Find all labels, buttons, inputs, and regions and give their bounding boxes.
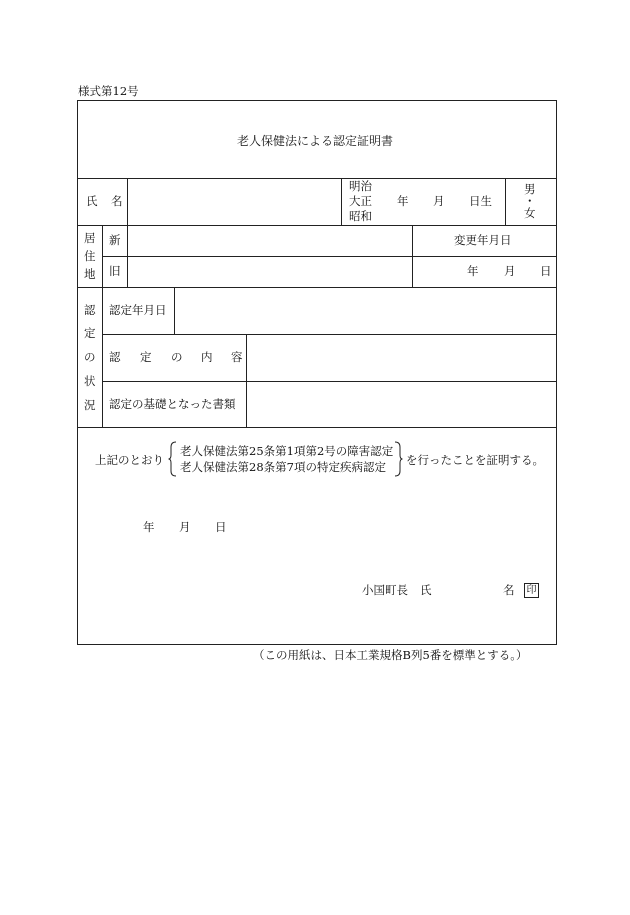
cert-content-5: 容 <box>231 350 243 364</box>
statement-suffix: を行ったことを証明する。 <box>406 453 544 467</box>
change-day-label: 日 <box>540 264 552 278</box>
footnote: （この用紙は、日本工業規格B列5番を標準とする。） <box>253 648 528 662</box>
name-label-1: 氏 <box>86 194 98 208</box>
col-divider <box>505 178 506 225</box>
row-divider <box>77 427 556 428</box>
row-divider <box>77 178 556 179</box>
form-frame <box>77 100 557 645</box>
cert-label-4: 状 <box>84 374 96 388</box>
residence-label-2: 住 <box>84 249 96 263</box>
cert-content-2: 定 <box>140 350 152 364</box>
name-label-2: 名 <box>111 194 123 208</box>
mayor-label: 小国町長 <box>362 583 408 597</box>
sex-female: 女 <box>524 206 536 220</box>
col-divider <box>127 178 128 225</box>
change-month-label: 月 <box>504 264 516 278</box>
cert-content-4: 内 <box>201 350 213 364</box>
cert-label-2: 定 <box>84 326 96 340</box>
era-meiji: 明治 <box>349 179 372 193</box>
col-divider <box>127 225 128 287</box>
left-brace-icon <box>168 441 178 477</box>
seal-icon: 印 <box>524 583 539 598</box>
col-divider <box>102 225 103 427</box>
era-taisho: 大正 <box>349 194 372 208</box>
cert-content-1: 認 <box>109 350 121 364</box>
statement-prefix: 上記のとおり <box>95 453 164 467</box>
cert-content-3: の <box>171 350 183 364</box>
row-divider <box>102 381 556 382</box>
birth-year-label: 年 <box>397 194 409 208</box>
residence-label-3: 地 <box>84 267 96 281</box>
cert-label-3: の <box>84 350 96 364</box>
cert-label-5: 況 <box>84 398 96 412</box>
change-date-label: 変更年月日 <box>454 233 512 247</box>
era-showa: 昭和 <box>349 209 372 223</box>
residence-old-label: 旧 <box>109 264 121 278</box>
form-number: 様式第12号 <box>78 84 139 98</box>
issue-year-label: 年 <box>143 520 155 534</box>
birth-month-label: 月 <box>433 194 445 208</box>
col-divider <box>246 334 247 427</box>
birth-day-label: 日生 <box>469 194 492 208</box>
cert-label-1: 認 <box>84 303 96 317</box>
row-divider <box>102 256 556 257</box>
sex-separator: ・ <box>524 194 536 208</box>
col-divider <box>412 225 413 287</box>
cert-basis-label: 認定の基礎となった書類 <box>109 397 236 411</box>
col-divider <box>174 287 175 334</box>
issue-month-label: 月 <box>179 520 191 534</box>
row-divider <box>102 334 556 335</box>
statement-option-1: 老人保健法第25条第1項第2号の障害認定 <box>180 444 394 458</box>
residence-new-label: 新 <box>109 233 121 247</box>
cert-date-label: 認定年月日 <box>109 303 167 317</box>
col-divider <box>341 178 342 225</box>
row-divider <box>77 287 556 288</box>
signature-shi: 氏 <box>420 583 432 597</box>
statement-option-2: 老人保健法第28条第7項の特定疾病認定 <box>180 460 386 474</box>
right-brace-icon <box>393 441 403 477</box>
issue-day-label: 日 <box>215 520 227 534</box>
residence-label-1: 居 <box>84 231 96 245</box>
change-year-label: 年 <box>467 264 479 278</box>
signature-mei: 名 <box>503 583 515 597</box>
sex-male: 男 <box>524 182 536 196</box>
form-title: 老人保健法による認定証明書 <box>236 134 393 148</box>
row-divider <box>77 225 556 226</box>
